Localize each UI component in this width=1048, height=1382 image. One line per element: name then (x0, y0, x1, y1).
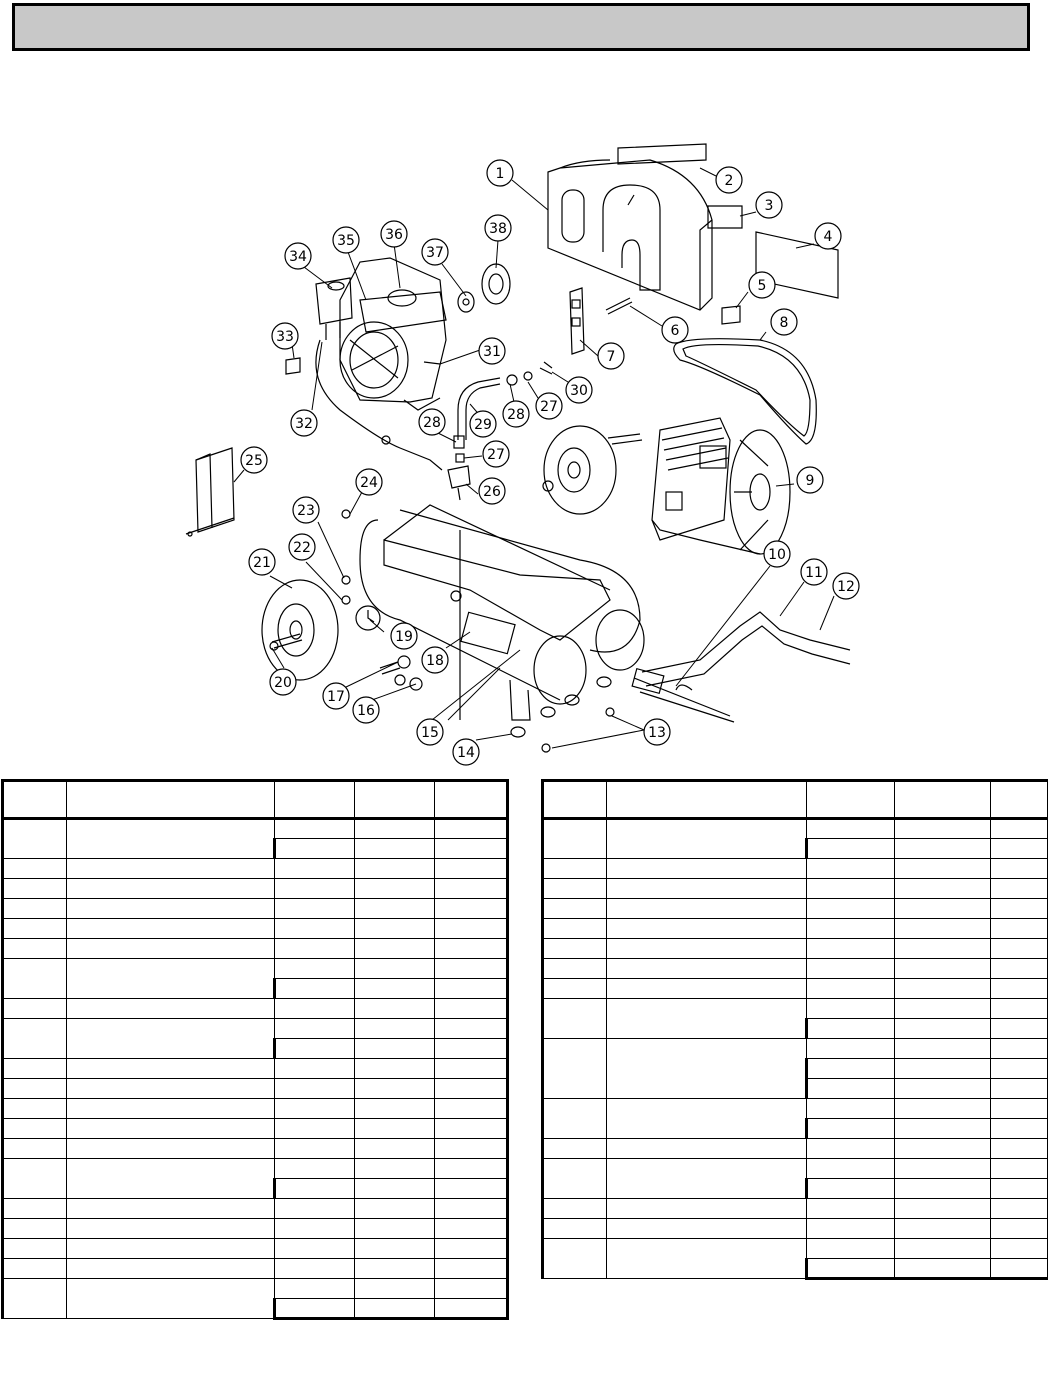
callout-markers (241, 160, 859, 765)
table-row (3, 859, 508, 879)
svg-text:18: 18 (426, 653, 444, 669)
svg-text:33: 33 (276, 329, 294, 345)
svg-text:16: 16 (357, 703, 375, 719)
callout-21 (249, 549, 275, 575)
table-row (3, 919, 508, 939)
callout-12 (833, 573, 859, 599)
callout-20 (270, 669, 296, 695)
callout-28b (503, 401, 529, 427)
table-row (3, 1239, 508, 1259)
callout-36 (381, 221, 407, 247)
svg-text:1: 1 (495, 166, 505, 182)
table-row (543, 959, 1048, 979)
svg-text:32: 32 (295, 416, 313, 432)
table-row (543, 1159, 1048, 1179)
callout-6 (662, 317, 688, 343)
svg-text:27: 27 (540, 399, 558, 415)
leader-lines (234, 168, 834, 748)
svg-text:29: 29 (474, 417, 492, 433)
table-row (543, 1039, 1048, 1059)
svg-text:13: 13 (648, 725, 666, 741)
svg-text:17: 17 (327, 689, 345, 705)
callout-9 (797, 467, 823, 493)
callout-4 (815, 223, 841, 249)
svg-text:2: 2 (724, 173, 734, 189)
callout-35 (333, 227, 359, 253)
handle-drawing (632, 612, 850, 722)
table-row (3, 1279, 508, 1299)
bracket-7-drawing (570, 288, 584, 354)
table-row (3, 1219, 508, 1239)
svg-text:7: 7 (606, 349, 616, 365)
table-row (3, 899, 508, 919)
svg-text:4: 4 (823, 229, 833, 245)
callout-22 (289, 534, 315, 560)
parts-table-left (1, 779, 509, 1320)
callout-8 (771, 309, 797, 335)
callout-27a (483, 441, 509, 467)
svg-text:34: 34 (289, 249, 307, 265)
callout-29 (470, 411, 496, 437)
cable-32-drawing (316, 340, 442, 470)
svg-text:15: 15 (421, 725, 439, 741)
callout-19 (391, 623, 417, 649)
callout-37 (422, 239, 448, 265)
callout-30 (566, 377, 592, 403)
table-row (543, 819, 1048, 839)
wheel-right-drawing (543, 426, 642, 514)
callout-7 (598, 343, 624, 369)
callout-18 (422, 647, 448, 673)
svg-text:20: 20 (274, 675, 292, 691)
pulley-38-drawing (482, 264, 510, 304)
callout-38 (485, 215, 511, 241)
table-row (3, 1019, 508, 1039)
callout-10 (764, 541, 790, 567)
callout-26 (479, 478, 505, 504)
svg-text:12: 12 (837, 579, 855, 595)
table-row (3, 1079, 508, 1099)
engine-drawing (316, 258, 446, 410)
svg-text:5: 5 (757, 278, 767, 294)
table-row (543, 1099, 1048, 1119)
svg-text:19: 19 (395, 629, 413, 645)
table-row (543, 919, 1048, 939)
svg-text:9: 9 (805, 473, 815, 489)
feet-drawing (511, 677, 614, 752)
pump-9-drawing (652, 418, 790, 554)
bracket-25-drawing (186, 448, 234, 536)
svg-text:27: 27 (487, 447, 505, 463)
svg-text:28: 28 (423, 415, 441, 431)
table-row (3, 959, 508, 979)
table-row (3, 879, 508, 899)
decal-33-drawing (286, 358, 300, 374)
table-row (543, 1239, 1048, 1259)
callout-33 (272, 323, 298, 349)
table-header-row (543, 781, 1048, 819)
callout-32 (291, 410, 317, 436)
callout-28a (419, 409, 445, 435)
svg-text:26: 26 (483, 484, 501, 500)
table-row (3, 939, 508, 959)
table-row (543, 999, 1048, 1019)
table-row (3, 1199, 508, 1219)
table-row (3, 1259, 508, 1279)
callout-3 (756, 192, 782, 218)
callout-11 (801, 559, 827, 585)
callout-15 (417, 719, 443, 745)
callout-25 (241, 447, 267, 473)
table-row (543, 1199, 1048, 1219)
table-row (3, 1159, 508, 1179)
svg-text:28: 28 (507, 407, 525, 423)
parts-table-right (541, 779, 1048, 1280)
svg-text:22: 22 (293, 540, 311, 556)
svg-text:8: 8 (779, 315, 789, 331)
svg-text:14: 14 (457, 745, 475, 761)
table-row (3, 819, 508, 839)
callout-31 (479, 338, 505, 364)
table-row (543, 899, 1048, 919)
svg-text:30: 30 (570, 383, 588, 399)
callout-24 (356, 469, 382, 495)
table-row (543, 939, 1048, 959)
wheel-left-drawing (262, 580, 338, 680)
callout-23 (293, 497, 319, 523)
table-row (3, 999, 508, 1019)
decal-2-drawing (618, 144, 706, 164)
svg-text:10: 10 (768, 547, 786, 563)
svg-text:3: 3 (764, 198, 774, 214)
decal-3-drawing (708, 206, 742, 228)
callout-13 (644, 719, 670, 745)
callout-14 (453, 739, 479, 765)
svg-text:6: 6 (670, 323, 680, 339)
bolt-6-drawing (606, 298, 632, 314)
svg-text:31: 31 (483, 344, 501, 360)
table-row (3, 1139, 508, 1159)
svg-text:25: 25 (245, 453, 263, 469)
gauge-drawing (342, 510, 422, 690)
belt-guard-drawing (548, 160, 712, 310)
table-header-row (3, 781, 508, 819)
callout-1 (487, 160, 513, 186)
pulley-37-drawing (458, 292, 474, 312)
callout-2 (716, 167, 742, 193)
svg-text:11: 11 (805, 565, 823, 581)
decal-5-drawing (722, 306, 740, 324)
callout-17 (323, 683, 349, 709)
svg-text:36: 36 (385, 227, 403, 243)
svg-text:23: 23 (297, 503, 315, 519)
belt-8-drawing (674, 339, 817, 444)
table-row (3, 1119, 508, 1139)
callout-27b (536, 393, 562, 419)
table-row (3, 1059, 508, 1079)
svg-text:24: 24 (360, 475, 378, 491)
svg-text:21: 21 (253, 555, 271, 571)
tank-frame-drawing (360, 505, 644, 720)
callout-34 (285, 243, 311, 269)
table-row (543, 859, 1048, 879)
callout-5 (749, 272, 775, 298)
table-row (3, 1099, 508, 1119)
svg-text:35: 35 (337, 233, 355, 249)
svg-text:37: 37 (426, 245, 444, 261)
table-row (543, 879, 1048, 899)
table-row (543, 979, 1048, 999)
table-row (543, 1219, 1048, 1239)
table-row (543, 1139, 1048, 1159)
svg-text:38: 38 (489, 221, 507, 237)
callout-16 (353, 697, 379, 723)
